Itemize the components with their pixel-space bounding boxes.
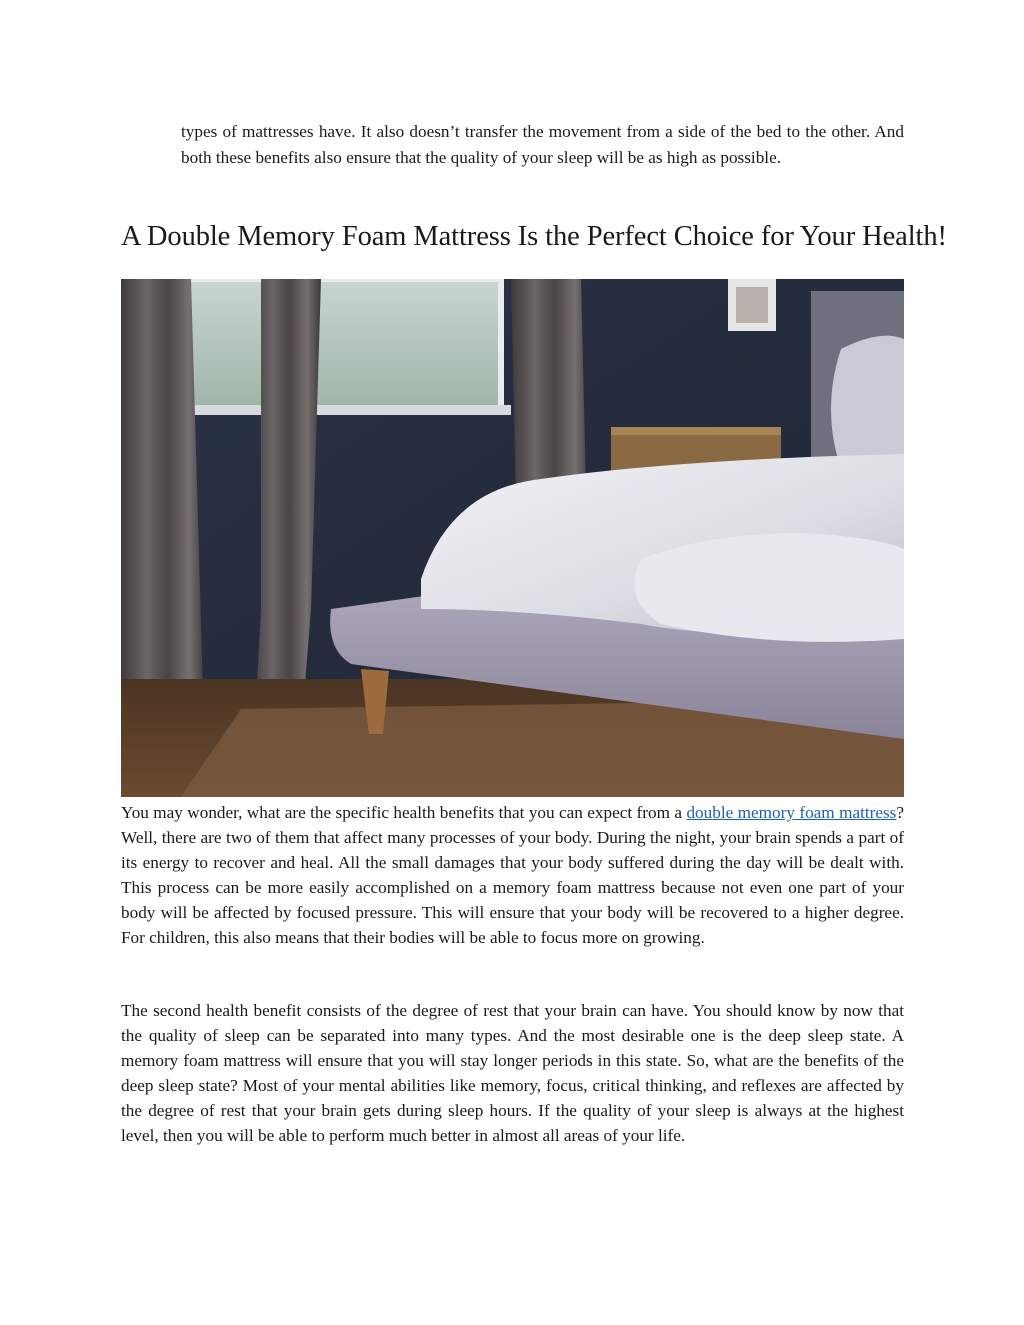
paragraph1-after-link: ? Well, there are two of them that affect many processes of your body. During the night, your brain spends a part of its energy to recover and heal. All the small damages that your body suffered during the day will be dealt with. This process can be more easily accomplished on a memory foam mattress because not even one part of your body will be affected by focused pressure. This will ensure that your body will be recovered to a higher degree. For children, this also means that their bodies will be able to focus more on growing. xyxy=(121,803,905,947)
intro-paragraph: types of mattresses have. It also doesn’t transfer the movement from a side of the bed to the other. And both these benefits also ensure that the quality of your sleep will be as high as possible. xyxy=(181,122,904,167)
bedroom-photo xyxy=(121,279,904,797)
double-memory-foam-mattress-link[interactable]: double memory foam mattress xyxy=(686,803,897,822)
section-heading: A Double Memory Foam Mattress Is the Perfect Choice for Your Health! xyxy=(121,221,947,252)
paragraph1-before-link: You may wonder, what are the specific health benefits that you can expect from a xyxy=(121,803,687,822)
paragraph-deep-sleep: The second health benefit consists of the degree of rest that your brain can have. You should know by now that the quality of sleep can be separated into many types. And the most desirable one is the deep sleep state. A memory foam mattress will ensure that you will stay longer periods in this state. So, what are the benefits of the deep sleep state? Most of your mental abilities like memory, focus, critical thinking, and reflexes are affected by the degree of rest that your brain gets during sleep hours. If the quality of your sleep is always at the highest level, then you will be able to perform much better in almost all areas of your life. xyxy=(121,1001,904,1145)
paragraph-health-benefits xyxy=(121,800,904,950)
